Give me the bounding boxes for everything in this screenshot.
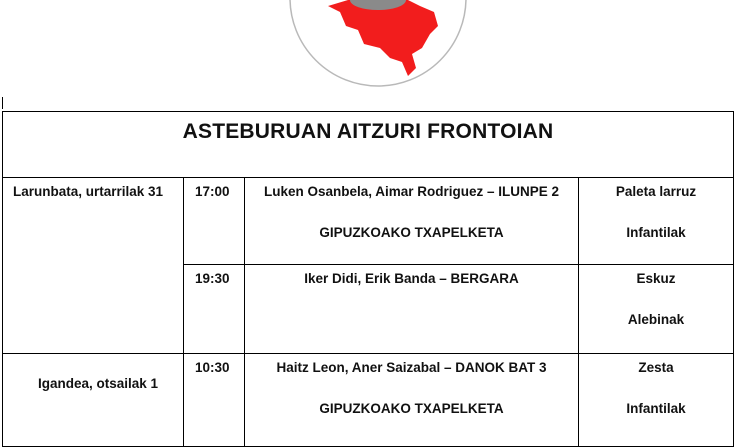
match-time: 10:30 xyxy=(184,354,245,447)
schedule-table xyxy=(2,111,734,447)
match-age-group: Infantilak xyxy=(626,225,686,240)
match-competition: GIPUZKOAKO TXAPELKETA xyxy=(319,225,504,240)
match-competition: GIPUZKOAKO TXAPELKETA xyxy=(319,401,504,416)
match-category xyxy=(579,354,734,447)
match-info xyxy=(245,265,579,354)
match-category xyxy=(579,265,734,354)
match-modality: Eskuz xyxy=(636,271,676,286)
match-modality: Zesta xyxy=(638,360,674,375)
match-info xyxy=(245,354,579,447)
left-margin-mark xyxy=(2,97,3,109)
match-players: Luken Osanbela, Aimar Rodriguez – ILUNPE 2 xyxy=(263,184,560,199)
day-label: Larunbata, urtarrilak 31 xyxy=(3,178,184,354)
match-time: 19:30 xyxy=(184,265,245,354)
match-players: Iker Didi, Erik Banda – BERGARA xyxy=(304,271,519,286)
match-players: Haitz Leon, Aner Saizabal – DANOK BAT 3 xyxy=(276,360,547,375)
table-row xyxy=(3,178,734,265)
table-row xyxy=(3,354,734,447)
title-cell xyxy=(3,112,734,178)
match-modality: Paleta larruz xyxy=(615,184,697,199)
match-age-group: Alebinak xyxy=(627,312,685,327)
day-label: Igandea, otsailak 1 xyxy=(3,354,184,447)
match-info xyxy=(245,178,579,265)
match-age-group: Infantilak xyxy=(626,401,686,416)
match-category xyxy=(579,178,734,265)
club-logo xyxy=(288,0,468,88)
page-title: ASTEBURUAN AITZURI FRONTOIAN xyxy=(182,120,554,143)
match-time: 17:00 xyxy=(184,178,245,265)
